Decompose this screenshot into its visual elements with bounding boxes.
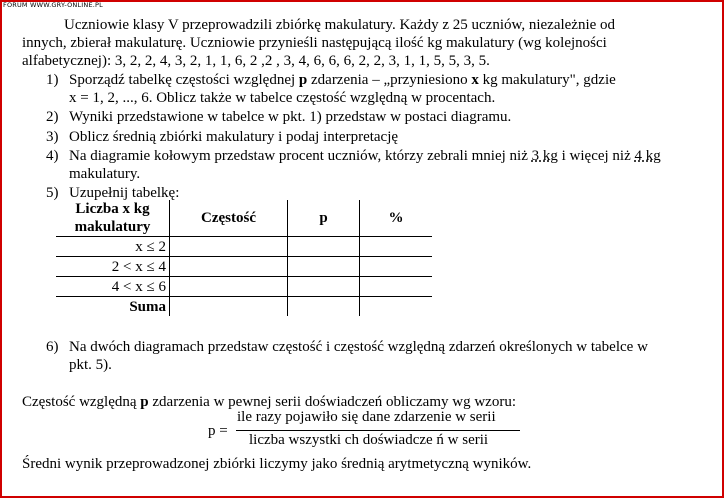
cell-p[interactable] [288, 237, 360, 257]
row-label-sum: Suma [56, 297, 170, 317]
row-label: 4 < x ≤ 6 [56, 277, 170, 297]
task-1-text-line-2: x = 1, 2, ..., 6. Oblicz także w tabelce częstość względną w procentach. [69, 90, 496, 106]
cell-czestosc[interactable] [170, 237, 288, 257]
header-liczba-x-kg: Liczba x kg makulatury [56, 200, 170, 237]
task-5-text: Uzupełnij tabelkę: [69, 185, 180, 201]
cell-percent[interactable] [360, 277, 433, 297]
task-3-number: 3) [46, 129, 59, 145]
watermark: FORUM WWW.GRY-ONLINE.PL [3, 1, 103, 9]
formula-denominator: liczba wszystki ch doświadcze ń w serii [249, 432, 489, 448]
frequency-table [56, 200, 432, 316]
table-row-sum [56, 297, 432, 317]
task-6-number: 6) [46, 339, 59, 355]
cell-p[interactable] [288, 257, 360, 277]
cell-percent[interactable] [360, 257, 433, 277]
formula-intro: Częstość względną p zdarzenia w pewnej serii doświadczeń obliczamy wg wzoru: [22, 394, 516, 410]
cell-percent[interactable] [360, 237, 433, 257]
intro-line-3: alfabetycznej): 3, 2, 2, 4, 3, 2, 1, 1, 6, 2 ,2 , 3, 4, 6, 6, 6, 2, 2, 3, 1, 1, 5, 5, 3, 5. [22, 53, 490, 69]
task-4-text-line-2: makulatury. [69, 166, 141, 182]
task-6-text-line-2: pkt. 5). [69, 357, 112, 373]
cell-czestosc[interactable] [170, 297, 288, 317]
table-row [56, 257, 432, 277]
table-row [56, 237, 432, 257]
task-5-number: 5) [46, 185, 59, 201]
cell-p[interactable] [288, 297, 360, 317]
fraction-bar [236, 430, 520, 431]
task-6-text: Na dwóch diagramach przedstaw częstość i częstość względną zdarzeń określonych w tabelce w [69, 339, 648, 355]
table-row [56, 277, 432, 297]
intro-line-1: Uczniowie klasy V przeprowadzili zbiórkę makulatury. Każdy z 25 uczniów, niezależnie od [64, 17, 616, 33]
header-percent: % [360, 200, 433, 237]
task-1-number: 1) [46, 72, 59, 88]
header-p: p [288, 200, 360, 237]
cell-p[interactable] [288, 277, 360, 297]
intro-line-2: innych, zbierał makulaturę. Uczniowie przynieśli następującą ilość kg makulatury (wg kolejności [22, 35, 607, 51]
header-czestosc: Częstość [170, 200, 288, 237]
task-4-number: 4) [46, 148, 59, 164]
row-label: x ≤ 2 [56, 237, 170, 257]
task-4-text: Na diagramie kołowym przedstaw procent uczniów, którzy zebrali mniej niż 3 kg i więcej niż 4 kg [69, 148, 661, 164]
task-2-text: Wyniki przedstawione w tabelce w pkt. 1) przedstaw w postaci diagramu. [69, 109, 512, 125]
task-3-text: Oblicz średnią zbiórki makulatury i podaj interpretację [69, 129, 399, 145]
cell-percent[interactable] [360, 297, 433, 317]
closing-text: Średni wynik przeprowadzonej zbiórki liczymy jako średnią arytmetyczną wyników. [22, 456, 532, 472]
cell-czestosc[interactable] [170, 277, 288, 297]
row-label: 2 < x ≤ 4 [56, 257, 170, 277]
task-1-text: Sporządź tabelkę częstości względnej p zdarzenia – „przyniesiono x kg makulatury", gdzie [69, 72, 616, 88]
cell-czestosc[interactable] [170, 257, 288, 277]
task-2-number: 2) [46, 109, 59, 125]
formula-numerator: ile razy pojawiło się dane zdarzenie w serii [237, 409, 496, 425]
formula-lhs: p = [208, 423, 228, 439]
